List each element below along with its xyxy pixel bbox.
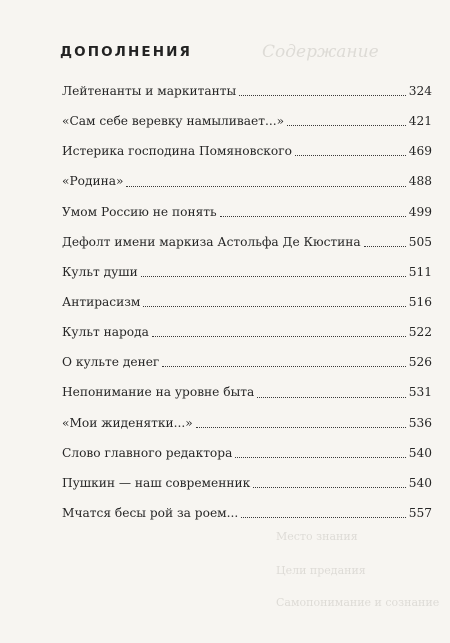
toc-entry-page: 505 [408, 234, 432, 249]
toc-entry-page: 540 [408, 475, 432, 490]
toc-entry-title: Лейтенанты и маркитанты [62, 84, 237, 98]
toc-entry[interactable] [62, 324, 432, 354]
toc-entry-page: 522 [408, 325, 432, 340]
bleed-through-heading: Содержание [262, 42, 379, 62]
dot-leader [239, 94, 406, 96]
bleed-through-line: Цели предания [276, 564, 366, 577]
toc-entry[interactable] [62, 354, 432, 384]
toc-entry-page: 540 [408, 445, 432, 460]
toc-entry-title: Истерика господина Помяновского [62, 144, 292, 159]
toc-entry[interactable] [62, 113, 432, 143]
toc-entry-title: Мчатся бесы рой за роем... [62, 505, 239, 520]
toc-entry-title: Дефолт имени маркиза Астольфа Де Кюстина [62, 234, 361, 249]
dot-leader [152, 335, 406, 337]
toc-entry-page: 536 [408, 415, 432, 430]
toc-entry-page: 557 [408, 505, 432, 520]
dot-leader [257, 396, 405, 398]
dot-leader [196, 426, 406, 428]
dot-leader [295, 154, 406, 156]
toc-entry-page: 499 [408, 204, 432, 219]
toc-entry-title: «Родина» [62, 174, 124, 189]
toc-entry-page: 516 [408, 294, 432, 309]
toc-entry-title: «Сам себе веревку намыливает...» [62, 114, 285, 129]
toc-entry[interactable] [62, 294, 432, 324]
dot-leader [253, 486, 405, 488]
toc-entry-title: Культ народа [62, 325, 149, 340]
toc-entry-title: Культ души [62, 264, 138, 279]
toc-entry-page: 488 [408, 174, 432, 189]
toc-entry-page: 324 [408, 84, 432, 98]
dot-leader [143, 305, 405, 307]
toc-entry-page: 469 [408, 144, 432, 159]
bleed-through-line: Самопонимание и сознание [276, 596, 440, 609]
toc-entry[interactable] [62, 384, 432, 414]
toc-entry[interactable] [62, 445, 432, 475]
toc-entry[interactable] [62, 204, 432, 234]
toc-entry[interactable] [62, 264, 432, 294]
toc-entry[interactable] [62, 415, 432, 445]
dot-leader [241, 516, 405, 518]
toc-entry[interactable] [62, 234, 432, 264]
toc-entry[interactable] [62, 83, 432, 113]
toc-entry[interactable] [62, 505, 432, 535]
toc-entry-page: 511 [408, 264, 432, 279]
dot-leader [141, 275, 406, 277]
toc-entry[interactable] [62, 173, 432, 203]
dot-leader [220, 215, 406, 217]
toc-entry-title: Слово главного редактора [62, 445, 233, 460]
section-title: ДОПОЛНЕНИЯ [60, 44, 192, 60]
toc-entry-title: О культе денег [62, 355, 160, 370]
dot-leader [364, 245, 406, 247]
dot-leader [162, 365, 405, 367]
dot-leader [235, 456, 405, 458]
toc-entry-title: Непонимание на уровне быта [62, 385, 255, 400]
toc-entry-page: 526 [408, 355, 432, 370]
toc-entry[interactable] [62, 143, 432, 173]
table-of-contents [62, 83, 432, 535]
toc-entry-page: 421 [408, 114, 432, 129]
toc-entry-page: 531 [408, 385, 432, 400]
toc-entry[interactable] [62, 475, 432, 505]
dot-leader [287, 124, 406, 126]
toc-entry-title: Умом Россию не понять [62, 204, 217, 219]
dot-leader [126, 185, 405, 187]
toc-entry-title: «Мои жиденятки...» [62, 415, 193, 430]
toc-entry-title: Антирасизм [62, 294, 141, 309]
bleed-through-line: Место знания [276, 530, 358, 543]
toc-entry-title: Пушкин — наш современник [62, 475, 251, 490]
